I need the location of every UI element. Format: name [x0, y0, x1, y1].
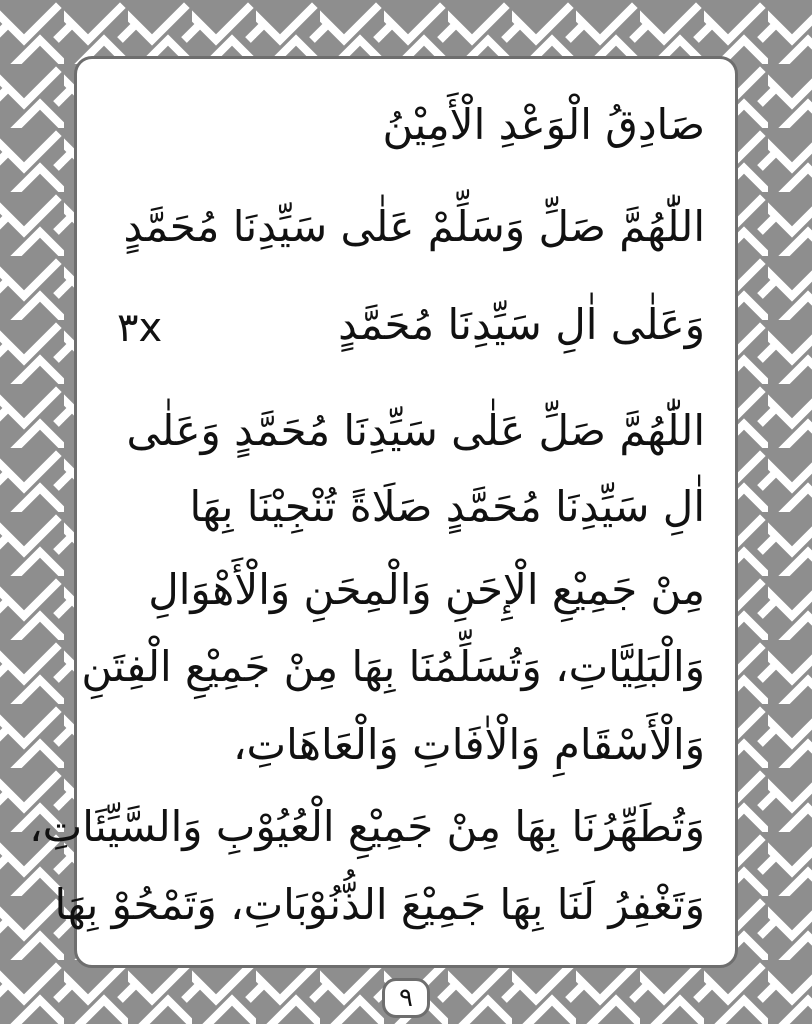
text-line-9: وَتُطَهِّرُنَا بِهَا مِنْ جَمِيْعِ الْعُيُوْبِ وَالسَّيِّئَاتِ،	[29, 802, 705, 851]
page-content-panel	[29, 56, 738, 968]
text-line-8: وَالْأَسْقَامِ وَالْاٰفَاتِ وَالْعَاهَاتِ،	[232, 720, 705, 769]
text-line-5: اٰلِ سَيِّدِنَا مُحَمَّدٍ صَلَاةً تُنْجِيْنَا بِهَا	[189, 482, 705, 531]
text-line-10: وَتَغْفِرُ لَنَا بِهَا جَمِيْعَ الذُّنُوْبَاتِ، وَتَمْحُوْ بِهَا	[54, 880, 705, 929]
text-line-7: وَالْبَلِيَّاتِ، وَتُسَلِّمُنَا بِهَا مِنْ جَمِيْعِ الْفِتَنِ	[81, 642, 705, 691]
text-line-4: اللّٰهُمَّ صَلِّ عَلٰى سَيِّدِنَا مُحَمَّدٍ وَعَلٰى	[126, 406, 705, 455]
text-line-3: وَعَلٰى اٰلِ سَيِّدِنَا مُحَمَّدٍ	[338, 300, 705, 349]
text-line-6: مِنْ جَمِيْعِ الْإِحَنِ وَالْمِحَنِ وَالْأَهْوَالِ	[148, 565, 705, 614]
repeat-count: ٣x	[117, 305, 163, 351]
page-number: ٩	[399, 983, 413, 1013]
page-number-badge	[382, 978, 430, 1018]
text-line-2: اللّٰهُمَّ صَلِّ وَسَلِّمْ عَلٰى سَيِّدِنَا مُحَمَّدٍ	[123, 202, 705, 251]
text-line-1: صَادِقُ الْوَعْدِ الْأَمِيْنُ	[382, 100, 705, 149]
